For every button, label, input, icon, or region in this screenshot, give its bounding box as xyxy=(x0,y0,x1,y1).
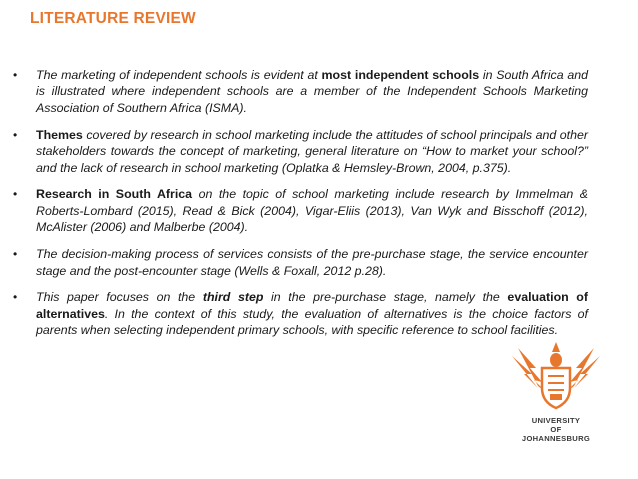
logo-text-university: UNIVERSITY xyxy=(531,416,581,425)
slide-title: LITERATURE REVIEW xyxy=(30,10,196,27)
bullet-icon: • xyxy=(13,68,18,82)
text-run-bold: most independent schools xyxy=(321,68,480,82)
text-run-bold-italic: third step xyxy=(202,290,264,305)
logo-text-of: OF xyxy=(550,425,562,434)
bullet-item-5 xyxy=(10,289,588,338)
bullet-icon: • xyxy=(13,187,18,202)
text-run: . In the context of this study, the evaluation of alternatives is the choice factors of parents when selecting independent primary schools, with specific reference to school facilities. xyxy=(36,306,588,338)
text-run: covered by research in school marketing include the attitudes of school principals and other stakeholders towards the concept of marketing, general literature on “How to market your school?” and the lack of research in school marketing (Oplatka & Hemsley-Brown, 2004, p.375). xyxy=(36,127,588,175)
text-run-bold: evaluation of alternatives xyxy=(36,290,588,321)
text-run: in South Africa and is illustrated where independent schools are a member of the Independent Schools Marketing Association of Southern Africa (ISMA). xyxy=(36,68,589,115)
text-run: The marketing of independent schools is evident at xyxy=(36,68,322,82)
crest-icon xyxy=(508,338,604,416)
logo-text-johannesburg: JOHANNESBURG xyxy=(521,434,591,443)
text-run: on the topic of school marketing include research by Immelman & Roberts-Lombard (2015), Read & Bick (2004), Vigar-Eliis (2013), Van Wyk and Bisschoff (2012), McAlister (2006) and Malberbe (2004). xyxy=(36,187,588,235)
bullet-item-2 xyxy=(10,127,588,176)
text-run: in the pre-purchase stage, namely the xyxy=(263,290,508,305)
bullet-item-4 xyxy=(10,246,588,279)
text-run: This paper focuses on the xyxy=(36,290,203,305)
bullet-list xyxy=(10,67,588,349)
text-run-bold: Research in South Africa xyxy=(36,187,193,202)
bullet-text-5 xyxy=(36,290,588,337)
university-logo xyxy=(508,338,604,458)
text-run-bold: Themes xyxy=(36,127,83,142)
bullet-item-1 xyxy=(10,67,588,116)
bullet-item-3 xyxy=(10,186,588,235)
bullet-text-4 xyxy=(36,247,588,277)
bullet-icon: • xyxy=(13,247,18,262)
bullet-text-3 xyxy=(36,187,588,234)
text-run: The decision-making process of services consists of the pre-purchase stage, the service encounter stage and the post-encounter stage (Wells & Foxall, 2012 p.28). xyxy=(36,247,588,278)
bullet-icon: • xyxy=(13,127,18,142)
bullet-text-2 xyxy=(36,128,588,175)
bullet-text-1 xyxy=(36,68,588,115)
bullet-icon: • xyxy=(13,290,18,305)
